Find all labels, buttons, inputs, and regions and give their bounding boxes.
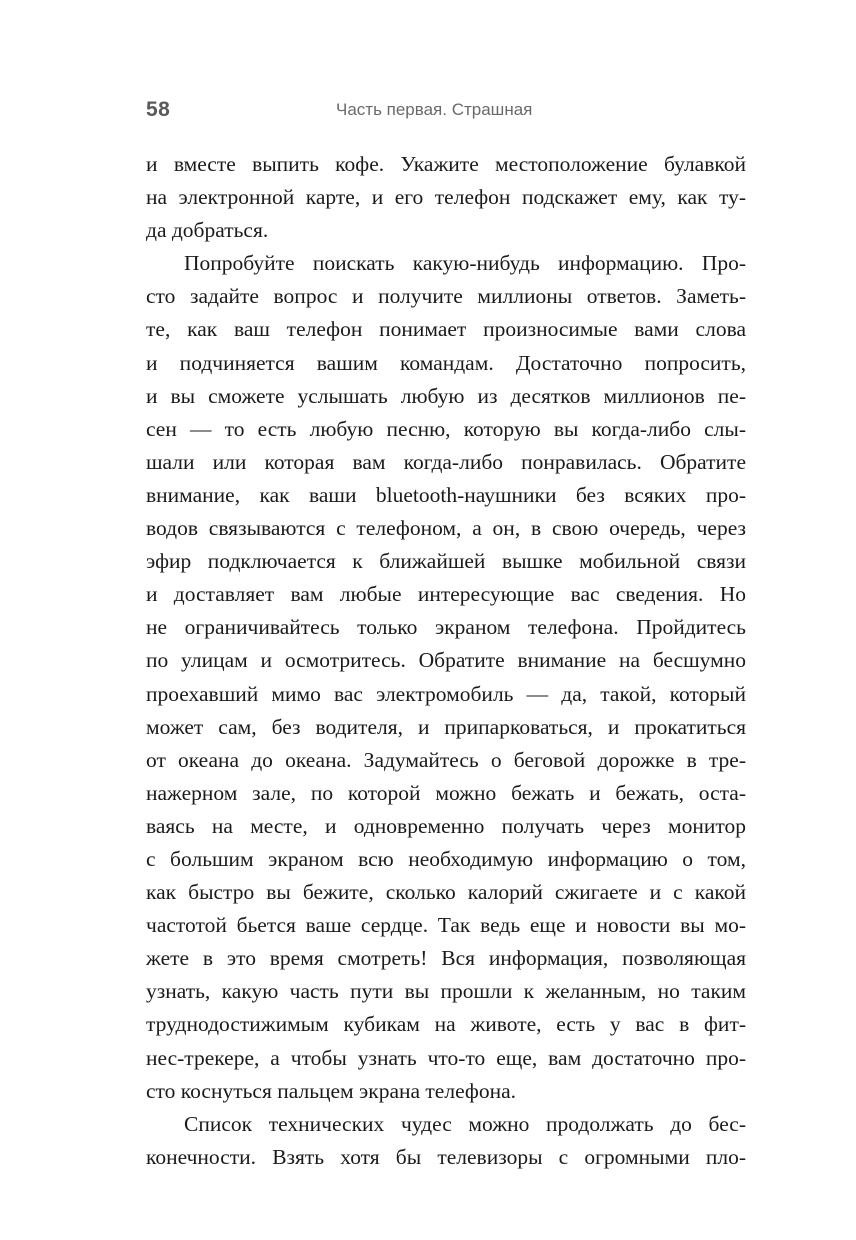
text-line: по улицам и осмотритесь. Обратите внимание на бесшумно: [146, 648, 746, 673]
text-line: узнать, какую часть пути вы прошли к желанным, но таким: [146, 979, 746, 1004]
text-line: ваясь на месте, и одновременно получать через монитор: [146, 813, 746, 838]
text-line: сен — то есть любую песню, которую вы когда-либо слы-: [146, 416, 746, 441]
text-line: водов связываются с телефоном, а он, в свою очередь, через: [146, 516, 746, 541]
text-line: шали или которая вам когда-либо понравилась. Обратите: [146, 449, 746, 474]
text-line: внимание, как ваши bluetooth-наушники без всяких про-: [146, 482, 746, 507]
text-line: проехавший мимо вас электромобиль — да, такой, который: [146, 681, 746, 706]
text-line: не ограничивайтесь только экраном телефона. Пройдитесь: [146, 615, 746, 640]
text-line: и вы сможете услышать любую из десятков миллионов пе-: [146, 383, 746, 408]
text-line: сто коснуться пальцем экрана телефона.: [146, 1078, 516, 1103]
text-line: и вместе выпить кофе. Укажите местоположение булавкой: [146, 152, 746, 176]
text-line: те, как ваш телефон понимает произносимые вами слова: [146, 317, 746, 342]
text-line: сто задайте вопрос и получите миллионы ответов. Заметь-: [146, 284, 746, 309]
text-line: жете в это время смотреть! Вся информация, позволяющая: [146, 946, 746, 971]
text-line: с большим экраном всю необходимую информацию о том,: [146, 846, 746, 871]
text-line: труднодостижимым кубикам на животе, есть у вас в фит-: [146, 1012, 746, 1037]
page-number: 58: [146, 98, 171, 121]
text-line: может сам, без водителя, и припарковаться, и прокатиться: [146, 714, 746, 739]
text-line: на электронной карте, и его телефон подскажет ему, как ту-: [146, 185, 746, 210]
text-line: нес-трекере, а чтобы узнать что-то еще, вам достаточно про-: [146, 1045, 746, 1070]
text-line: частотой бьется ваше сердце. Так ведь еще и новости вы мо-: [146, 913, 746, 938]
body-text: [146, 148, 746, 1174]
text-line: как быстро вы бежите, сколько калорий сжигаете и с какой: [146, 880, 746, 905]
text-line: конечности. Взять хотя бы телевизоры с огромными пло-: [146, 1144, 746, 1169]
running-head: Часть первая. Страшная: [336, 100, 533, 119]
paragraph-first-line: Список технических чудес можно продолжать до бес-: [184, 1111, 746, 1136]
page-header: [146, 98, 746, 128]
text-line: да добраться.: [146, 218, 269, 243]
paragraph-first-line: Попробуйте поискать какую-нибудь информацию. Про-: [184, 251, 746, 276]
text-line: и доставляет вам любые интересующие вас сведения. Но: [146, 582, 746, 607]
text-line: эфир подключается к ближайшей вышке мобильной связи: [146, 549, 746, 574]
text-line: и подчиняется вашим командам. Достаточно попросить,: [146, 350, 746, 375]
text-line: от океана до океана. Задумайтесь о беговой дорожке в тре-: [146, 747, 746, 772]
text-line: нажерном зале, по которой можно бежать и бежать, оста-: [146, 780, 746, 805]
